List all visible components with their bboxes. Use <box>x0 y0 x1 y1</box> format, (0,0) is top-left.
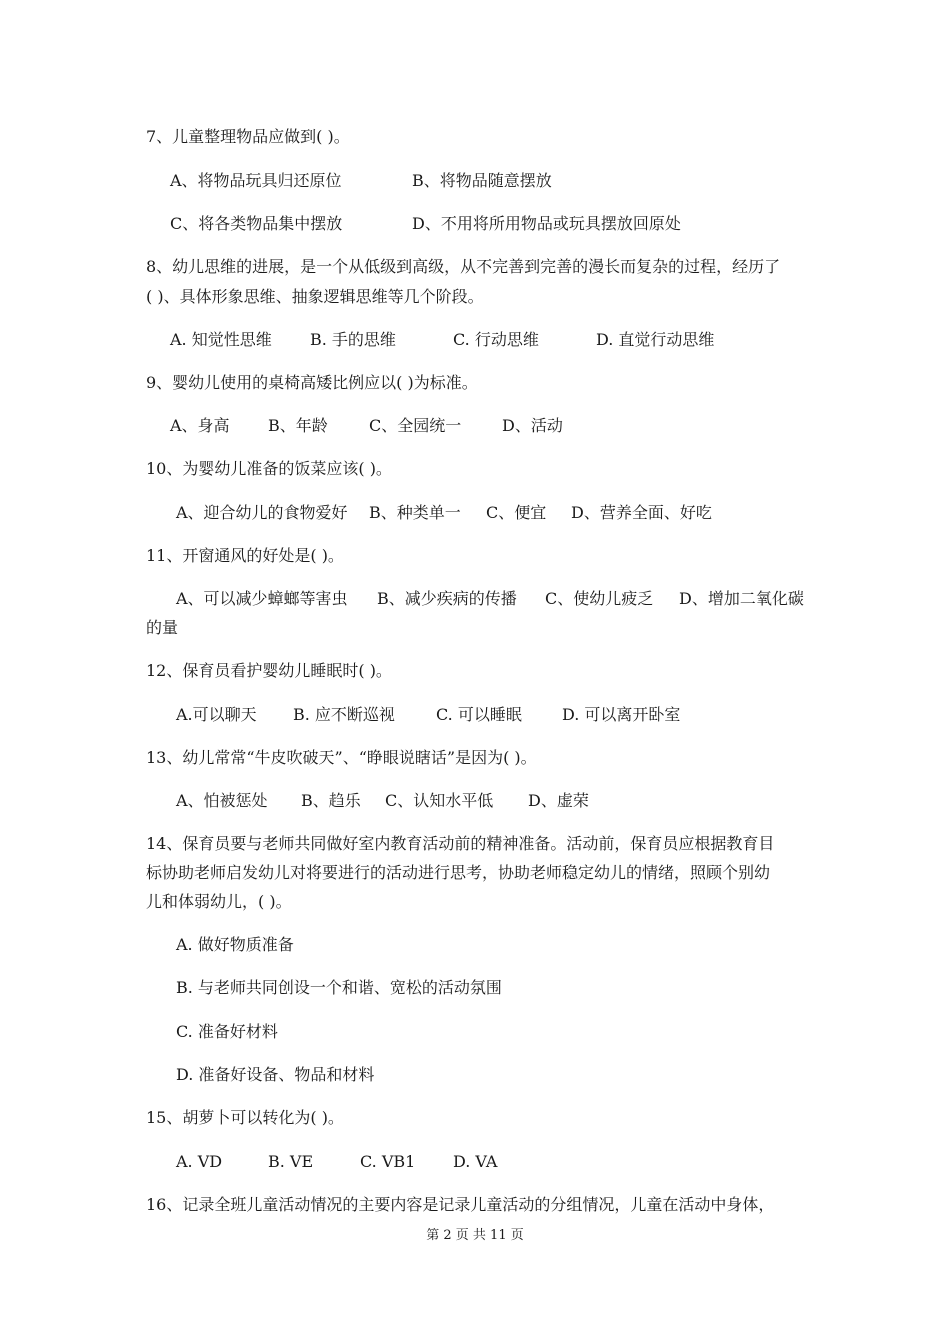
question-9-stem: 9、婴幼儿使用的桌椅高矮比例应以( )为标准。 <box>146 373 478 392</box>
question-7-option-d: D、不用将所用物品或玩具摆放回原处 <box>412 214 681 233</box>
question-10-stem: 10、为婴幼儿准备的饭菜应该( )。 <box>146 459 392 478</box>
question-12-option-d: D. 可以离开卧室 <box>562 705 681 724</box>
question-7-option-a: A、将物品玩具归还原位 <box>170 171 342 190</box>
question-14-option-c: C. 准备好材料 <box>176 1022 278 1041</box>
question-13-option-c: C、认知水平低 <box>385 791 494 810</box>
question-8-option-a: A. 知觉性思维 <box>170 330 272 349</box>
question-15-stem: 15、胡萝卜可以转化为( )。 <box>146 1108 344 1127</box>
question-15-option-d: D. VA <box>453 1152 498 1171</box>
question-14-option-d: D. 准备好设备、物品和材料 <box>176 1065 375 1084</box>
question-14-stem-line-2: 标协助老师启发幼儿对将要进行的活动进行思考，协助老师稳定幼儿的情绪，照顾个别幼 <box>146 863 771 882</box>
question-7-stem: 7、儿童整理物品应做到( )。 <box>146 127 350 146</box>
question-8-option-c: C. 行动思维 <box>453 330 539 349</box>
page-footer: 第 2 页 共 11 页 <box>426 1228 524 1243</box>
question-8-option-b: B. 手的思维 <box>310 330 396 349</box>
question-11-option-d-wrap: 的量 <box>146 618 179 637</box>
question-16-stem-line-1: 16、记录全班儿童活动情况的主要内容是记录儿童活动的分组情况，儿童在活动中身体， <box>146 1195 775 1214</box>
question-9-option-b: B、年龄 <box>268 416 328 435</box>
question-14-stem-line-1: 14、保育员要与老师共同做好室内教育活动前的精神准备。活动前，保育员应根据教育目 <box>146 834 775 853</box>
question-10-option-c: C、便宜 <box>486 503 547 522</box>
question-14-stem-line-3: 儿和体弱幼儿，( )。 <box>146 892 292 911</box>
question-13-option-a: A、怕被惩处 <box>176 791 268 810</box>
question-13-option-b: B、趋乐 <box>301 791 361 810</box>
question-15-option-b: B. VE <box>268 1152 314 1171</box>
question-11-option-d: D、增加二氧化碳 <box>679 589 804 608</box>
question-12-option-b: B. 应不断巡视 <box>293 705 395 724</box>
question-14-option-a: A. 做好物质准备 <box>176 935 294 954</box>
question-10-option-a: A、迎合幼儿的食物爱好 <box>176 503 348 522</box>
question-15-option-a: A. VD <box>176 1152 223 1171</box>
question-8-stem-line-1: 8、幼儿思维的进展，是一个从低级到高级，从不完善到完善的漫长而复杂的过程，经历了 <box>146 257 781 276</box>
question-8-stem-line-2: ( )、具体形象思维、抽象逻辑思维等几个阶段。 <box>146 287 484 306</box>
question-11-option-b: B、减少疾病的传播 <box>377 589 517 608</box>
question-10-option-b: B、种类单一 <box>369 503 461 522</box>
question-8-option-d: D. 直觉行动思维 <box>596 330 715 349</box>
question-9-option-d: D、活动 <box>502 416 563 435</box>
question-14-option-b: B. 与老师共同创设一个和谐、宽松的活动氛围 <box>176 978 502 997</box>
question-9-option-c: C、全园统一 <box>369 416 462 435</box>
question-11-option-c: C、使幼儿疲乏 <box>545 589 654 608</box>
question-13-stem: 13、幼儿常常“牛皮吹破天”、“睁眼说瞎话”是因为( )。 <box>146 748 537 767</box>
question-11-stem: 11、开窗通风的好处是( )。 <box>146 546 344 565</box>
question-7-option-b: B、将物品随意摆放 <box>412 171 552 190</box>
question-11-option-a: A、可以减少蟑螂等害虫 <box>176 589 348 608</box>
question-9-option-a: A、身高 <box>170 416 230 435</box>
question-10-option-d: D、营养全面、好吃 <box>571 503 712 522</box>
question-15-option-c: C. VB1 <box>360 1152 416 1171</box>
question-13-option-d: D、虚荣 <box>528 791 589 810</box>
question-7-option-c: C、将各类物品集中摆放 <box>170 214 343 233</box>
question-12-option-c: C. 可以睡眠 <box>436 705 522 724</box>
question-12-option-a: A.可以聊天 <box>176 705 257 724</box>
question-12-stem: 12、保育员看护婴幼儿睡眠时( )。 <box>146 661 392 680</box>
